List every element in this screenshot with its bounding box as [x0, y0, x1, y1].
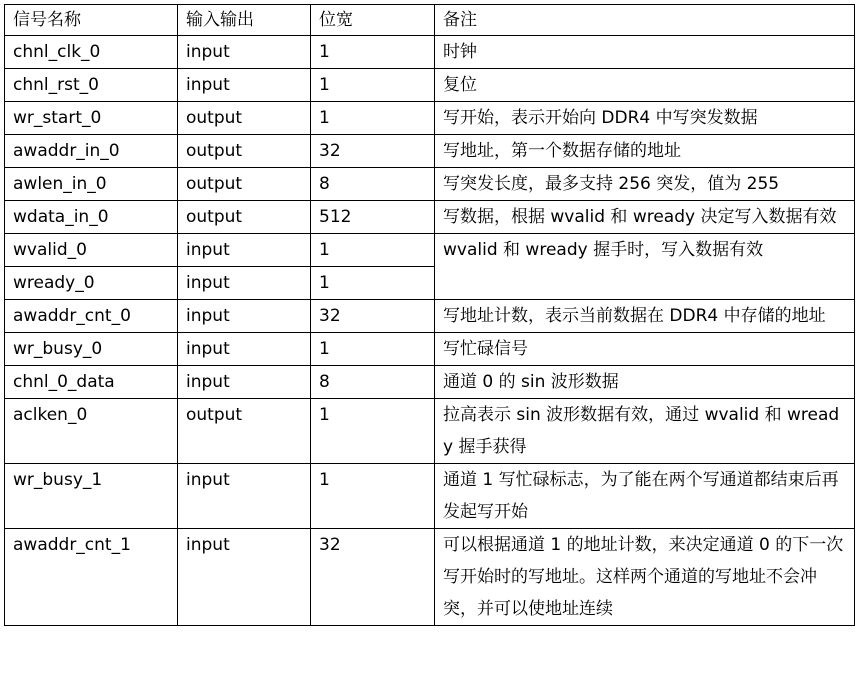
header-row — [5, 5, 855, 36]
signal-direction: input — [178, 464, 311, 529]
signal-remark: 时钟 — [435, 36, 855, 69]
signal-name: aclken_0 — [5, 399, 178, 464]
signal-width: 1 — [311, 69, 435, 102]
signal-direction: input — [178, 36, 311, 69]
signal-name: wdata_in_0 — [5, 201, 178, 234]
header-bit-width: 位宽 — [311, 5, 435, 36]
table-row — [5, 135, 855, 168]
signal-remark: wvalid 和 wready 握手时，写入数据有效 — [435, 234, 855, 300]
signal-width: 1 — [311, 267, 435, 300]
table-row — [5, 69, 855, 102]
signal-name: chnl_rst_0 — [5, 69, 178, 102]
signal-width: 32 — [311, 529, 435, 626]
table-row — [5, 168, 855, 201]
signal-name: awaddr_in_0 — [5, 135, 178, 168]
signal-direction: input — [178, 69, 311, 102]
signal-width: 8 — [311, 168, 435, 201]
signal-name: chnl_0_data — [5, 366, 178, 399]
header-signal-name: 信号名称 — [5, 5, 178, 36]
table-row — [5, 464, 855, 529]
signal-remark: 写开始，表示开始向 DDR4 中写突发数据 — [435, 102, 855, 135]
signal-name: awlen_in_0 — [5, 168, 178, 201]
signal-remark: 写数据，根据 wvalid 和 wready 决定写入数据有效 — [435, 201, 855, 234]
signal-remark: 写突发长度，最多支持 256 突发，值为 255 — [435, 168, 855, 201]
signal-direction: input — [178, 366, 311, 399]
table-row — [5, 102, 855, 135]
signal-remark: 拉高表示 sin 波形数据有效，通过 wvalid 和 wready 握手获得 — [435, 399, 855, 464]
signal-remark: 通道 0 的 sin 波形数据 — [435, 366, 855, 399]
signal-width: 512 — [311, 201, 435, 234]
signal-width: 1 — [311, 399, 435, 464]
signal-direction: input — [178, 529, 311, 626]
signal-remark: 复位 — [435, 69, 855, 102]
signal-remark: 写忙碌信号 — [435, 333, 855, 366]
table-row — [5, 36, 855, 69]
signal-name: wvalid_0 — [5, 234, 178, 267]
signal-name: wready_0 — [5, 267, 178, 300]
header-direction: 输入输出 — [178, 5, 311, 36]
signal-width: 8 — [311, 366, 435, 399]
signal-name: awaddr_cnt_1 — [5, 529, 178, 626]
signal-name: wr_busy_1 — [5, 464, 178, 529]
table-row — [5, 234, 855, 267]
signal-width: 1 — [311, 102, 435, 135]
table-row — [5, 366, 855, 399]
signal-remark: 通道 1 写忙碌标志，为了能在两个写通道都结束后再发起写开始 — [435, 464, 855, 529]
signal-remark: 可以根据通道 1 的地址计数，来决定通道 0 的下一次写开始时的写地址。这样两个通道的写地址不会冲突，并可以使地址连续 — [435, 529, 855, 626]
signal-direction: input — [178, 267, 311, 300]
signal-width: 1 — [311, 36, 435, 69]
signal-remark: 写地址，第一个数据存储的地址 — [435, 135, 855, 168]
table-row — [5, 333, 855, 366]
signal-name: chnl_clk_0 — [5, 36, 178, 69]
signal-name: wr_start_0 — [5, 102, 178, 135]
signal-width: 1 — [311, 333, 435, 366]
signal-direction: output — [178, 168, 311, 201]
table-row — [5, 201, 855, 234]
signal-direction: input — [178, 234, 311, 267]
signal-width: 1 — [311, 464, 435, 529]
table-row — [5, 300, 855, 333]
table-row — [5, 399, 855, 464]
signal-name: awaddr_cnt_0 — [5, 300, 178, 333]
signal-direction: input — [178, 333, 311, 366]
table-row — [5, 529, 855, 626]
signal-table — [4, 4, 855, 626]
signal-direction: output — [178, 201, 311, 234]
signal-width: 32 — [311, 135, 435, 168]
signal-direction: output — [178, 102, 311, 135]
signal-direction: input — [178, 300, 311, 333]
signal-direction: output — [178, 399, 311, 464]
header-remark: 备注 — [435, 5, 855, 36]
signal-name: wr_busy_0 — [5, 333, 178, 366]
signal-width: 1 — [311, 234, 435, 267]
signal-remark: 写地址计数，表示当前数据在 DDR4 中存储的地址 — [435, 300, 855, 333]
signal-direction: output — [178, 135, 311, 168]
signal-width: 32 — [311, 300, 435, 333]
